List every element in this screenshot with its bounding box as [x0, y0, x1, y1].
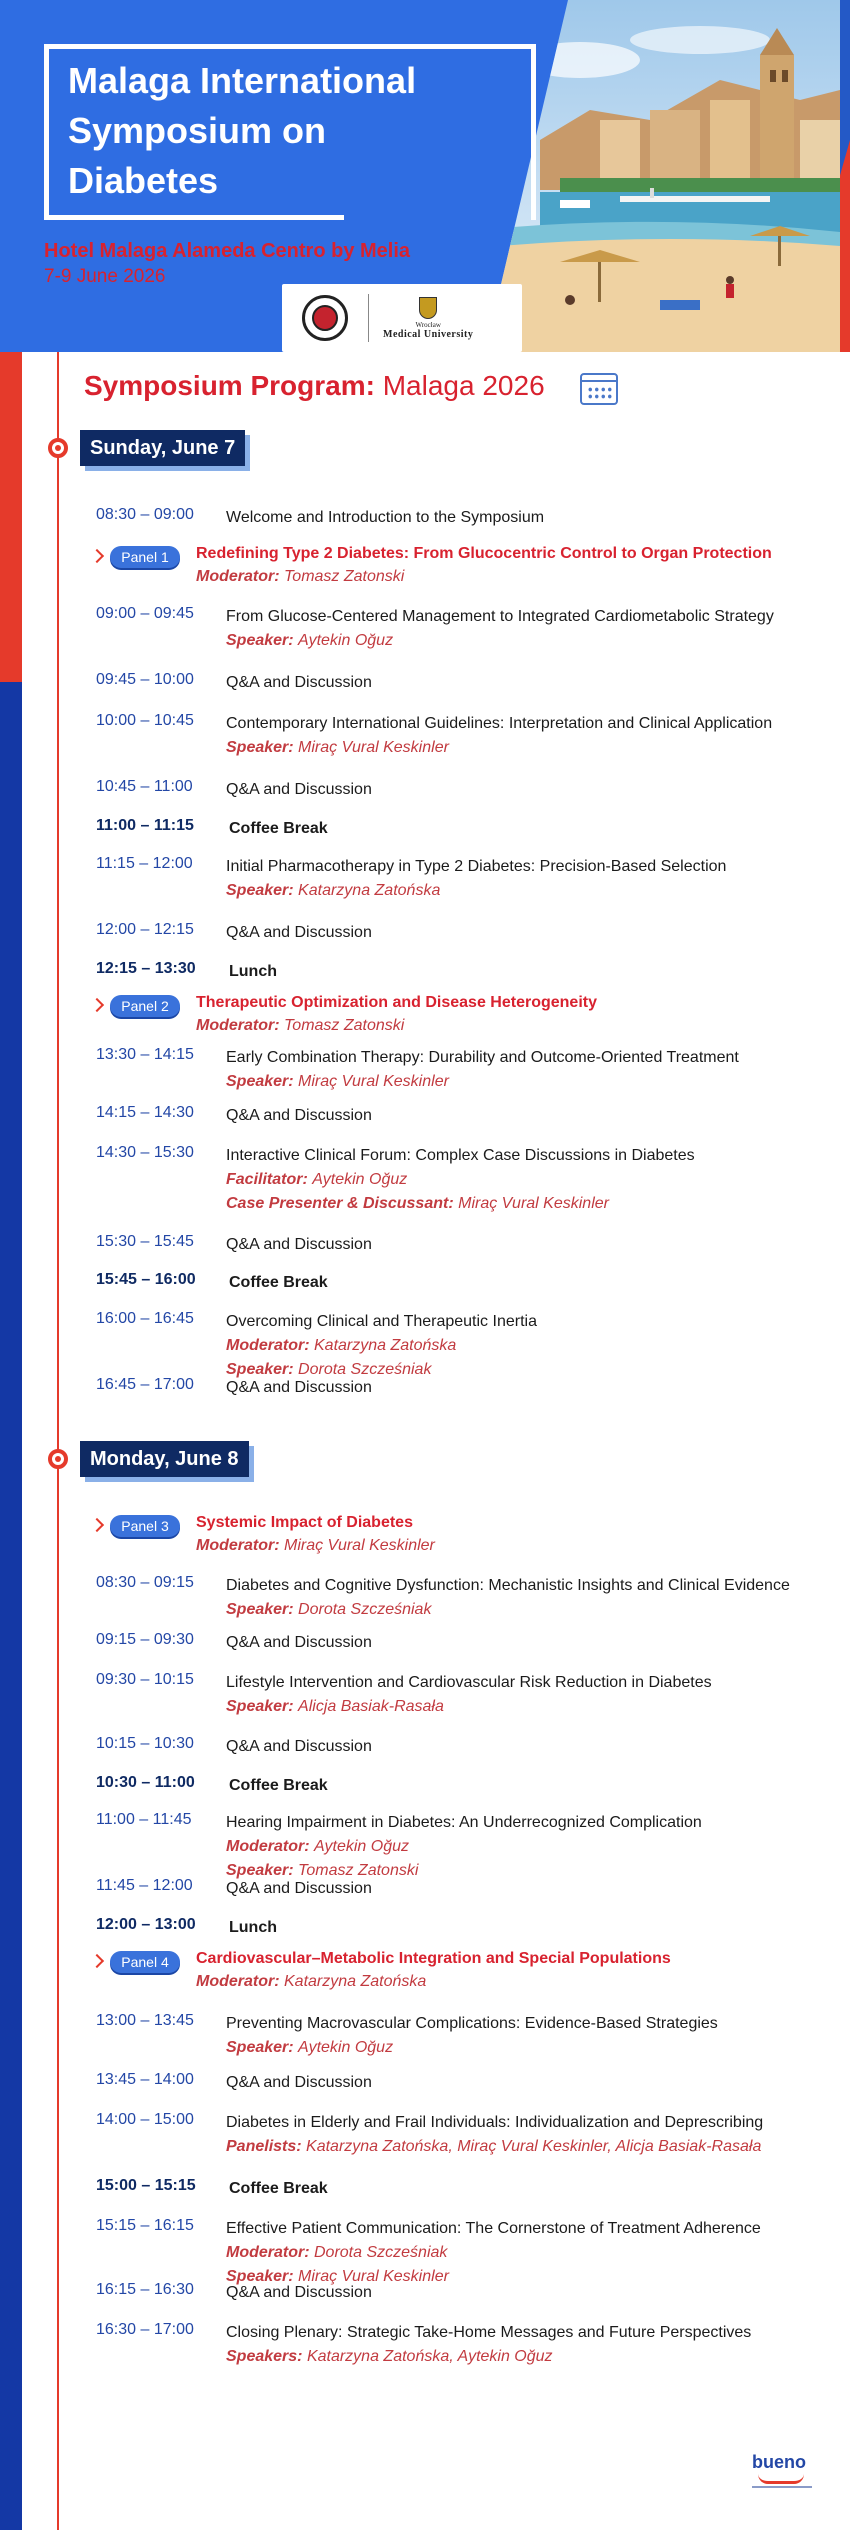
- session-title: From Glucose-Centered Management to Integrated Cardiometabolic Strategy Speaker: Aytekin Oğuz: [226, 605, 826, 653]
- session-time: 10:15 – 10:30: [96, 1735, 194, 1752]
- session-time: 16:00 – 16:45: [96, 1310, 194, 1327]
- session-time: 14:30 – 15:30: [96, 1144, 194, 1161]
- session-role: Moderator: Dorota Szcześniak: [226, 2244, 448, 2261]
- session-time: 11:00 – 11:45: [96, 1811, 192, 1828]
- session-title: Interactive Clinical Forum: Complex Case Discussions in Diabetes Facilitator: Aytekin Oğuz Case Presenter & Discussant: Miraç Vural Keskinler: [226, 1144, 826, 1216]
- session-title: Q&A and Discussion: [226, 1880, 372, 1897]
- header-banner: [0, 0, 850, 352]
- session-time: 15:15 – 16:15: [96, 2217, 194, 2234]
- session-role: Speaker: Aytekin Oğuz: [226, 632, 394, 649]
- session-time: 11:45 – 12:00: [96, 1877, 193, 1894]
- session-time: 16:45 – 17:00: [96, 1376, 194, 1393]
- panel-moderator: Moderator: Tomasz Zatonski: [196, 1017, 405, 1034]
- session-title: Coffee Break: [229, 1777, 328, 1794]
- session-title: Q&A and Discussion: [226, 924, 372, 941]
- session-title: Closing Plenary: Strategic Take-Home Messages and Future Perspectives Speakers: Katarzyna Zatońska, Aytekin Oğuz: [226, 2321, 826, 2369]
- medical-university-logo: Wrocław Medical University: [383, 297, 473, 340]
- session-role: Speaker: Aytekin Oğuz: [226, 2039, 394, 2056]
- day-heading: Monday, June 8: [80, 1441, 249, 1477]
- bueno-smile-icon: [758, 2474, 804, 2484]
- calendar-icon: [580, 373, 618, 405]
- session-title: Coffee Break: [229, 820, 328, 837]
- session-time: 08:30 – 09:00: [96, 506, 194, 523]
- panel-title: Systemic Impact of Diabetes: [196, 1514, 413, 1531]
- panel-badge: Panel 3: [110, 1515, 180, 1537]
- panel-badge: Panel 4: [110, 1951, 180, 1973]
- session-title: Q&A and Discussion: [226, 2074, 372, 2091]
- session-time: 11:00 – 11:15: [96, 817, 194, 834]
- panel-title: Redefining Type 2 Diabetes: From Glucocentric Control to Organ Protection: [196, 545, 772, 562]
- session-title: Q&A and Discussion: [226, 1236, 372, 1253]
- session-time: 10:30 – 11:00: [96, 1774, 195, 1791]
- session-role: Moderator: Aytekin Oğuz: [226, 1838, 410, 1855]
- session-title: Lunch: [229, 963, 277, 980]
- session-title: Q&A and Discussion: [226, 2284, 372, 2301]
- session-time: 15:30 – 15:45: [96, 1233, 194, 1250]
- panel-title: Therapeutic Optimization and Disease Heterogeneity: [196, 994, 597, 1011]
- session-title: Contemporary International Guidelines: Interpretation and Clinical Application Speaker: Miraç Vural Keskinler: [226, 712, 826, 760]
- session-role: Facilitator: Aytekin Oğuz: [226, 1171, 408, 1188]
- chevron-right-icon: [90, 998, 104, 1012]
- session-time: 14:00 – 15:00: [96, 2111, 194, 2128]
- session-role: Speaker: Miraç Vural Keskinler: [226, 1073, 449, 1090]
- session-role: Speakers: Katarzyna Zatońska, Aytekin Oğuz: [226, 2348, 553, 2365]
- session-title: Diabetes in Elderly and Frail Individuals: Individualization and Deprescribing Panelists: Katarzyna Zatońska, Miraç Vural Keskinler, Alicja Basiak-Rasała: [226, 2111, 826, 2159]
- side-bar-red: [0, 352, 22, 682]
- session-time: 09:15 – 09:30: [96, 1631, 194, 1648]
- bueno-tagline: [752, 2486, 812, 2488]
- timeline-line: [57, 352, 59, 2530]
- session-role: Speaker: Miraç Vural Keskinler: [226, 2268, 449, 2285]
- session-title: Q&A and Discussion: [226, 1738, 372, 1755]
- session-title: Lunch: [229, 1919, 277, 1936]
- session-title: Hearing Impairment in Diabetes: An Underrecognized Complication Moderator: Aytekin Oğuz Speaker: Tomasz Zatonski: [226, 1811, 826, 1883]
- session-title: Coffee Break: [229, 1274, 328, 1291]
- session-title: Lifestyle Intervention and Cardiovascular Risk Reduction in Diabetes Speaker: Alicja Basiak-Rasała: [226, 1671, 826, 1719]
- chevron-right-icon: [90, 549, 104, 563]
- session-time: 09:00 – 09:45: [96, 605, 194, 622]
- university-crest-icon: [419, 297, 437, 319]
- session-role: Moderator: Katarzyna Zatońska: [226, 1337, 457, 1354]
- session-title: Coffee Break: [229, 2180, 328, 2197]
- session-title: Effective Patient Communication: The Cornerstone of Treatment Adherence Moderator: Dorota Szcześniak Speaker: Miraç Vural Keskinler: [226, 2217, 826, 2289]
- session-role: Speaker: Miraç Vural Keskinler: [226, 739, 449, 756]
- session-title: Q&A and Discussion: [226, 1379, 372, 1396]
- session-time: 13:00 – 13:45: [96, 2012, 194, 2029]
- session-time: 13:30 – 14:15: [96, 1046, 194, 1063]
- timeline-day-marker: [48, 1449, 68, 1469]
- session-time: 08:30 – 09:15: [96, 1574, 194, 1591]
- panel-moderator: Moderator: Tomasz Zatonski: [196, 568, 405, 585]
- panel-moderator: Moderator: Katarzyna Zatońska: [196, 1973, 427, 1990]
- malaga-coast-illustration: [500, 0, 840, 352]
- session-title: Preventing Macrovascular Complications: Evidence-Based Strategies Speaker: Aytekin Oğuz: [226, 2012, 826, 2060]
- session-title: Early Combination Therapy: Durability and Outcome-Oriented Treatment Speaker: Miraç Vural Keskinler: [226, 1046, 826, 1094]
- session-role: Panelists: Katarzyna Zatońska, Miraç Vural Keskinler, Alicja Basiak-Rasała: [226, 2138, 762, 2155]
- session-title: Q&A and Discussion: [226, 1634, 372, 1651]
- panel-title: Cardiovascular–Metabolic Integration and Special Populations: [196, 1950, 671, 1967]
- timeline-day-marker: [48, 438, 68, 458]
- session-time: 10:45 – 11:00: [96, 778, 193, 795]
- chevron-right-icon: [90, 1518, 104, 1532]
- session-title: Q&A and Discussion: [226, 781, 372, 798]
- panel-moderator: Moderator: Miraç Vural Keskinler: [196, 1537, 435, 1554]
- session-role: Speaker: Dorota Szcześniak: [226, 1601, 432, 1618]
- session-role: Speaker: Dorota Szcześniak: [226, 1361, 432, 1378]
- session-time: 15:45 – 16:00: [96, 1271, 196, 1288]
- panel-badge: Panel 2: [110, 995, 180, 1017]
- session-role: Case Presenter & Discussant: Miraç Vural Keskinler: [226, 1195, 609, 1212]
- day-heading: Sunday, June 7: [80, 430, 245, 466]
- program-title: Symposium Program: Malaga 2026: [84, 370, 545, 401]
- chevron-right-icon: [90, 1954, 104, 1968]
- session-time: 12:00 – 12:15: [96, 921, 194, 938]
- bueno-logo: bueno: [752, 2452, 806, 2472]
- session-role: Speaker: Alicja Basiak-Rasała: [226, 1698, 444, 1715]
- side-bar-blue: [0, 682, 22, 2530]
- session-time: 13:45 – 14:00: [96, 2071, 194, 2088]
- symposium-title: Malaga International Symposium on Diabetes: [68, 60, 417, 201]
- partner-logos: [282, 284, 522, 352]
- session-title: Diabetes and Cognitive Dysfunction: Mechanistic Insights and Clinical Evidence Speaker: Dorota Szcześniak: [226, 1574, 826, 1622]
- society-seal-logo: [302, 295, 348, 341]
- session-title: Welcome and Introduction to the Symposium: [226, 509, 545, 526]
- session-role: Speaker: Katarzyna Zatońska: [226, 882, 441, 899]
- session-time: 11:15 – 12:00: [96, 855, 193, 872]
- venue-name: Hotel Malaga Alameda Centro by Melia: [44, 240, 411, 262]
- session-time: 16:30 – 17:00: [96, 2321, 194, 2338]
- session-time: 15:00 – 15:15: [96, 2177, 196, 2194]
- session-title: Initial Pharmacotherapy in Type 2 Diabetes: Precision-Based Selection Speaker: Katarzyna Zatońska: [226, 855, 826, 903]
- session-title: Q&A and Discussion: [226, 674, 372, 691]
- session-time: 09:45 – 10:00: [96, 671, 194, 688]
- session-title: Q&A and Discussion: [226, 1107, 372, 1124]
- session-time: 16:15 – 16:30: [96, 2281, 194, 2298]
- logo-divider: [368, 294, 369, 342]
- session-role: Speaker: Tomasz Zatonski: [226, 1862, 419, 1879]
- event-dates: 7-9 June 2026: [44, 266, 166, 287]
- session-time: 12:15 – 13:30: [96, 960, 196, 977]
- session-time: 12:00 – 13:00: [96, 1916, 196, 1933]
- session-time: 10:00 – 10:45: [96, 712, 194, 729]
- session-time: 09:30 – 10:15: [96, 1671, 194, 1688]
- panel-badge: Panel 1: [110, 546, 180, 568]
- session-time: 14:15 – 14:30: [96, 1104, 194, 1121]
- session-title: Overcoming Clinical and Therapeutic Inertia Moderator: Katarzyna Zatońska Speaker: Dorota Szcześniak: [226, 1310, 826, 1382]
